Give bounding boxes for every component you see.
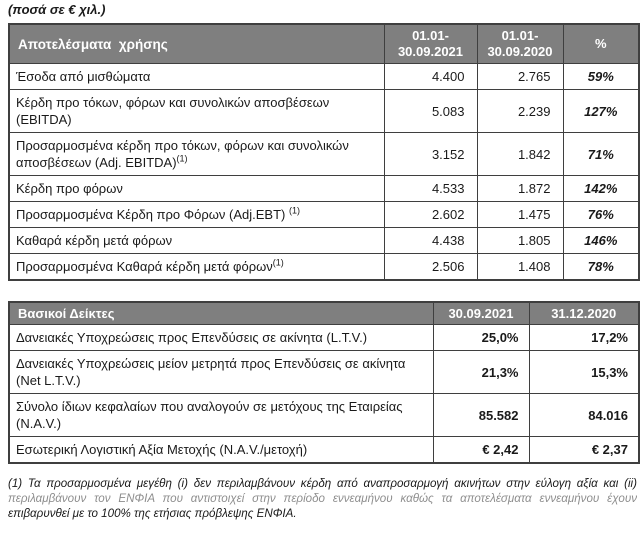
table-row xyxy=(9,176,639,202)
table-row xyxy=(9,394,639,437)
value-2021: 5.083 xyxy=(384,90,477,133)
table-row xyxy=(9,254,639,281)
row-label: Έσοδα από μισθώματα xyxy=(9,64,384,90)
row-label: Εσωτερική Λογιστική Αξία Μετοχής (N.A.V./μετοχή) xyxy=(9,437,433,464)
row-label: Δανειακές Υποχρεώσεις μείον μετρητά προς Επενδύσεις σε ακίνητα (Net L.T.V.) xyxy=(9,351,433,394)
pct-change: 78% xyxy=(563,254,639,281)
value-2021: 25,0% xyxy=(433,325,529,351)
pct-change: 59% xyxy=(563,64,639,90)
value-2020: 84.016 xyxy=(529,394,639,437)
row-label: Δανειακές Υποχρεώσεις προς Επενδύσεις σε ακίνητα (L.T.V.) xyxy=(9,325,433,351)
results-header-period-2021: 01.01- 30.09.2021 xyxy=(384,24,477,64)
table-row xyxy=(9,228,639,254)
footnote-line: επιβαρυνθεί με το 100% της ετήσιας πρόβλεψης ΕΝΦΙΑ. xyxy=(8,507,297,520)
results-header-period-2020: 01.01- 30.09.2020 xyxy=(477,24,563,64)
footnote xyxy=(8,476,637,521)
value-2021: 4.438 xyxy=(384,228,477,254)
value-2021: 4.533 xyxy=(384,176,477,202)
table-row xyxy=(9,351,639,394)
value-2020: 1.805 xyxy=(477,228,563,254)
row-label: Κέρδη προ τόκων, φόρων και συνολικών αποσβέσεων (EBITDA) xyxy=(9,90,384,133)
table-row xyxy=(9,325,639,351)
value-2020: 2.765 xyxy=(477,64,563,90)
value-2020: 15,3% xyxy=(529,351,639,394)
value-2020: 2.239 xyxy=(477,90,563,133)
value-2020: 1.475 xyxy=(477,202,563,228)
row-label: Καθαρά κέρδη μετά φόρων xyxy=(9,228,384,254)
row-label: Προσαρμοσμένα κέρδη προ τόκων, φόρων και συνολικών αποσβέσεων (Adj. EBITDA)$^{(1)}$ xyxy=(9,133,384,176)
results-table xyxy=(8,23,640,281)
value-2021: € 2,42 xyxy=(433,437,529,464)
table-row xyxy=(9,202,639,228)
value-2020: 1.408 xyxy=(477,254,563,281)
row-label: Προσαρμοσμένα Καθαρά κέρδη μετά φόρων$^{(1)}$ xyxy=(9,254,384,281)
pct-change: 127% xyxy=(563,90,639,133)
value-2020: 1.842 xyxy=(477,133,563,176)
row-label: Σύνολο ίδιων κεφαλαίων που αναλογούν σε μετόχους της Εταιρείας (N.A.V.) xyxy=(9,394,433,437)
pct-change: 71% xyxy=(563,133,639,176)
indicators-header-2020: 31.12.2020 xyxy=(529,302,639,325)
footnote-line: περιλαμβάνουν τον ΕΝΦΙΑ που αντιστοιχεί στην περίοδο εννεαμήνου καθώς τα αποτελέσματα εννεαμήνου έχουν xyxy=(8,492,637,505)
table-row xyxy=(9,64,639,90)
results-header-pct: % xyxy=(563,24,639,64)
indicators-header-row xyxy=(9,302,639,325)
footnote-line: (1) Τα προσαρμοσμένα μεγέθη (i) δεν περιλαμβάνουν κέρδη από αναπροσαρμογή ακινήτων στην εύλογη αξία και (ii) xyxy=(8,477,637,490)
value-2020: 1.872 xyxy=(477,176,563,202)
results-header-label: Αποτελέσματα χρήσης xyxy=(9,24,384,64)
table-row xyxy=(9,437,639,464)
value-2020: € 2,37 xyxy=(529,437,639,464)
table-row xyxy=(9,90,639,133)
indicators-header-label: Βασικοί Δείκτες xyxy=(9,302,433,325)
indicators-header-2021: 30.09.2021 xyxy=(433,302,529,325)
pct-change: 146% xyxy=(563,228,639,254)
pct-change: 76% xyxy=(563,202,639,228)
value-2021: 85.582 xyxy=(433,394,529,437)
value-2021: 2.506 xyxy=(384,254,477,281)
value-2021: 4.400 xyxy=(384,64,477,90)
value-2021: 21,3% xyxy=(433,351,529,394)
row-label: Κέρδη προ φόρων xyxy=(9,176,384,202)
value-2021: 3.152 xyxy=(384,133,477,176)
indicators-table xyxy=(8,301,640,464)
pct-change: 142% xyxy=(563,176,639,202)
value-2020: 17,2% xyxy=(529,325,639,351)
table-row xyxy=(9,133,639,176)
units-note: (ποσά σε € χιλ.) xyxy=(8,2,106,17)
results-header-row xyxy=(9,24,639,64)
row-label: Προσαρμοσμένα Κέρδη προ Φόρων (Adj.EBT) $^{(1)}$ xyxy=(9,202,384,228)
value-2021: 2.602 xyxy=(384,202,477,228)
